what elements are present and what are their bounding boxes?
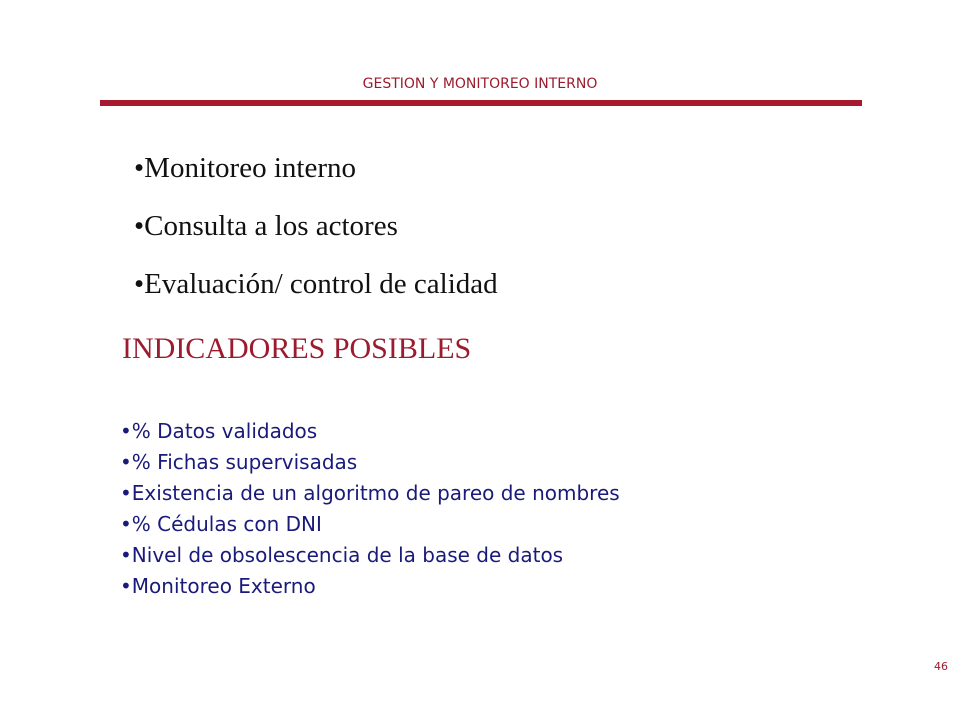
bullet-icon: •	[134, 268, 145, 300]
slide-header-title: GESTION Y MONITOREO INTERNO	[362, 76, 598, 92]
indicator-text: % Datos validados	[131, 419, 318, 443]
main-bullet-text: Monitoreo interno	[144, 152, 356, 184]
indicator-item	[120, 540, 620, 571]
bullet-icon: •	[120, 481, 132, 505]
bullet-icon: •	[120, 419, 132, 443]
bullet-icon: •	[120, 450, 132, 474]
indicator-item	[120, 416, 620, 447]
indicator-text: Nivel de obsolescencia de la base de datos	[131, 543, 564, 567]
bullet-icon: •	[120, 543, 132, 567]
indicator-item	[120, 571, 620, 602]
main-bullet-list	[134, 146, 498, 320]
main-bullet-text: Consulta a los actores	[144, 210, 398, 242]
indicator-item	[120, 509, 620, 540]
bullet-icon: •	[120, 574, 132, 598]
indicator-text: % Fichas supervisadas	[131, 450, 358, 474]
indicator-text: % Cédulas con DNI	[131, 512, 322, 536]
indicator-item	[120, 447, 620, 478]
bullet-icon: •	[120, 512, 132, 536]
main-bullet-item	[134, 146, 498, 204]
indicators-list	[120, 416, 620, 602]
indicators-heading: INDICADORES POSIBLES	[122, 332, 472, 365]
bullet-icon: •	[134, 210, 145, 242]
header-divider	[100, 100, 862, 106]
page-number: 46	[934, 660, 948, 673]
bullet-icon: •	[134, 152, 145, 184]
indicator-item	[120, 478, 620, 509]
main-bullet-item	[134, 204, 498, 262]
main-bullet-text: Evaluación/ control de calidad	[144, 268, 498, 300]
main-bullet-item	[134, 262, 498, 320]
indicator-text: Existencia de un algoritmo de pareo de nombres	[131, 481, 620, 505]
indicator-text: Monitoreo Externo	[131, 574, 316, 598]
